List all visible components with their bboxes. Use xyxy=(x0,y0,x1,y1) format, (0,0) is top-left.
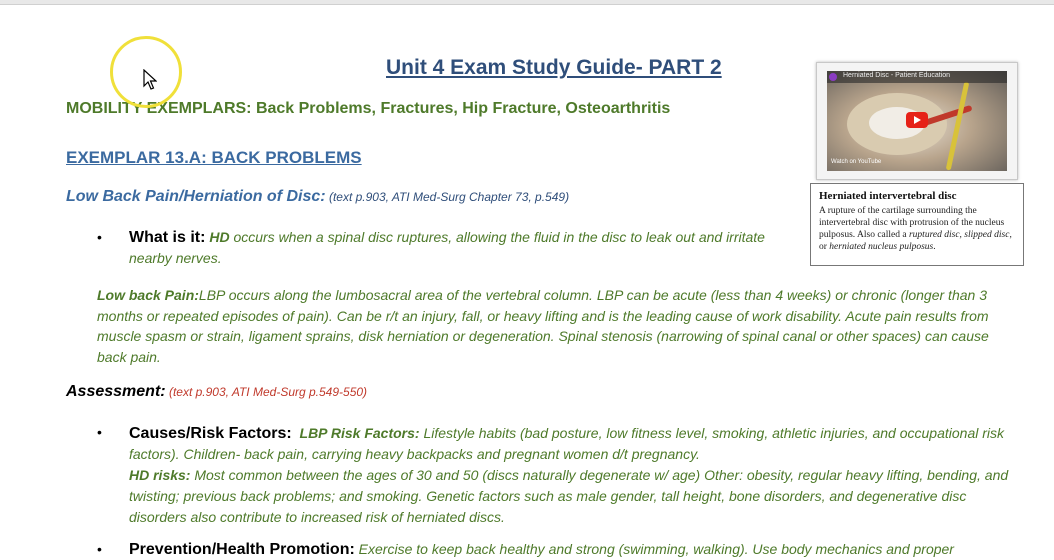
what-is-it-item xyxy=(129,227,789,269)
lbp-heading-label: Low Back Pain/Herniation of Disc: xyxy=(66,188,326,205)
definition-synonym: herniated nucleus pulposus xyxy=(829,242,934,252)
embedded-video[interactable] xyxy=(816,62,1018,180)
prevention-label: Prevention/Health Promotion: xyxy=(129,541,355,558)
mouse-pointer-icon xyxy=(143,69,157,91)
definition-text xyxy=(819,205,1015,253)
low-back-pain-paragraph xyxy=(97,285,1007,367)
page-title: Unit 4 Exam Study Guide- PART 2 xyxy=(386,56,722,79)
video-thumbnail[interactable] xyxy=(827,71,1007,171)
exemplar-heading: EXEMPLAR 13.A: BACK PROBLEMS xyxy=(66,148,362,167)
bullet-prevention: • xyxy=(97,541,102,557)
low-back-pain-label: Low back Pain: xyxy=(97,287,199,303)
video-title: Herniated Disc - Patient Education xyxy=(843,72,950,79)
prevention-text: Exercise to keep back healthy and strong (swimming, walking). Use body mechanics and proper xyxy=(354,541,954,557)
top-toolbar-edge xyxy=(0,0,1054,5)
prevention-item xyxy=(129,539,1009,560)
definition-text-part: A rupture of the cartilage surrounding the intervertebral disc with protrusion of the nucleus pulposus. Also called a xyxy=(819,206,1005,240)
bullet-causes: • xyxy=(97,424,102,440)
watch-on-youtube[interactable]: Watch on YouTube xyxy=(831,159,882,165)
hd-risk-text: Most common between the ages of 30 and 50 (discs naturally degenerate w/ age) Other: obesity, regular heavy lifting, bending, and twisting; previous back problems; and smoking. Genetic factors such as male gender, tall height, bone disorders, and degenerative disc disorders also contribute to increased risk of herniated discs. xyxy=(129,467,1009,525)
lbp-heading-reference: (text p.903, ATI Med-Surg Chapter 73, p.549) xyxy=(325,190,570,204)
causes-item xyxy=(129,423,1009,528)
assessment-reference: (text p.903, ATI Med-Surg p.549-550) xyxy=(165,385,368,399)
what-is-it-text: occurs when a spinal disc ruptures, allowing the fluid in the disc to leak out and irritate nearby nerves. xyxy=(129,229,765,266)
definition-synonym: ruptured disc, slipped disc xyxy=(908,230,1010,240)
assessment-heading xyxy=(66,383,367,401)
lbp-risk-text: Lifestyle habits (bad posture, low fitness level, smoking, athletic injuries, and occupational risk factors). Children- back pain, carrying heavy backpacks and pregnant women d/t pregnancy. xyxy=(129,425,1004,462)
assessment-label: Assessment: xyxy=(66,383,166,400)
definition-text-part: . xyxy=(933,242,936,252)
definition-title: Herniated intervertebral disc xyxy=(819,190,957,202)
lbp-risk-label: LBP Risk Factors: xyxy=(299,425,420,441)
definition-box xyxy=(810,183,1024,266)
mobility-exemplars-heading: MOBILITY EXEMPLARS: Back Problems, Fractures, Hip Fracture, Osteoarthritis xyxy=(66,100,671,117)
low-back-pain-text: LBP occurs along the lumbosacral area of the vertebral column. LBP can be acute (less than 4 weeks) or chronic (longer than 3 months or repeated episodes of pain). Can be r/t an injury, fall, or heavy lifting and is the leading cause of work disability. Acute pain results from muscle spasm or strain, ligament sprains, disk herniation or degeneration. Spinal stenosis (narrowing of spinal canal or other spaces) can cause back pain. xyxy=(97,287,989,365)
hd-risk-label: HD risks: xyxy=(129,467,191,483)
youtube-play-icon[interactable] xyxy=(906,112,928,128)
hd-abbr: HD xyxy=(209,229,230,245)
definition-text-part: , or xyxy=(819,230,1012,252)
bullet-what-is-it: • xyxy=(97,229,102,245)
causes-label: Causes/Risk Factors: xyxy=(129,425,292,442)
lbp-heading xyxy=(66,188,569,206)
what-is-it-label: What is it: xyxy=(129,229,206,246)
channel-avatar-icon xyxy=(829,73,837,81)
nerve-illustration xyxy=(946,81,970,170)
